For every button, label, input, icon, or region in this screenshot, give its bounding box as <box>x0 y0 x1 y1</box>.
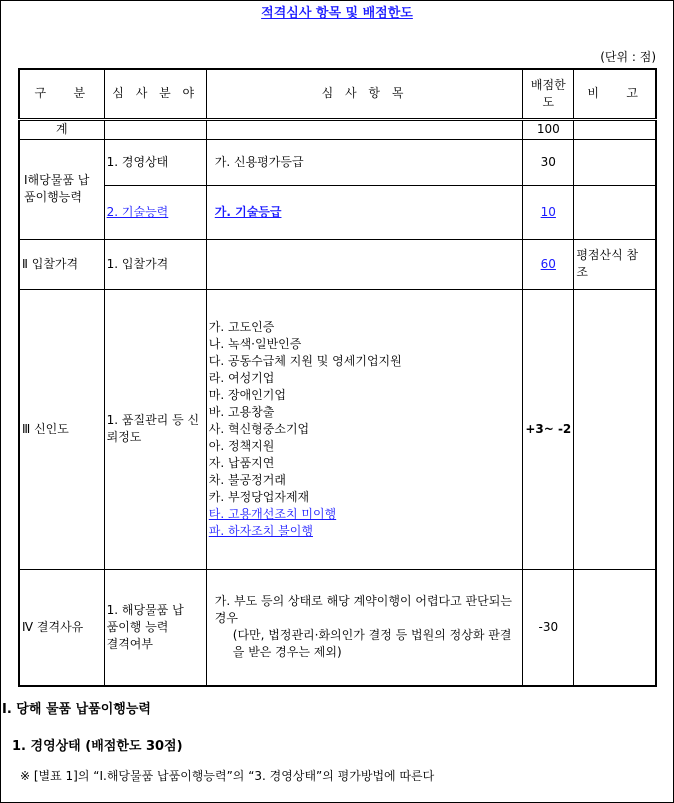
sec3-item: 라. 여성기업 <box>208 370 275 385</box>
sec1-row1-item: 가. 신용평가등급 <box>206 139 522 185</box>
sec4-item-sub: (다만, 법정관리·화의인가 결정 등 법원의 정상화 판결을 받은 경우는 제외) <box>232 628 512 660</box>
header-field: 심 사 분 야 <box>104 69 206 119</box>
total-label: 계 <box>19 119 104 139</box>
unit-label: (단위 : 점) <box>600 50 656 64</box>
sec1-row2-field[interactable]: 2. 기술능력 <box>106 204 169 219</box>
sec3-item: 마. 장애인기업 <box>208 387 286 402</box>
header-gubun: 구 분 <box>19 69 104 119</box>
header-note: 비 고 <box>574 69 656 119</box>
sec3-item: 다. 공동수급체 지원 및 영세기업지원 <box>208 353 402 368</box>
total-score: 100 <box>523 119 574 139</box>
total-row <box>19 119 656 139</box>
sec4-field: 1. 해당물품 납품이행 능력 결격여부 <box>104 569 206 686</box>
evaluation-table <box>18 68 657 687</box>
header-item: 심 사 항 목 <box>206 69 522 119</box>
table-header-row <box>19 69 656 119</box>
sec1-row2-score[interactable]: 10 <box>540 204 556 219</box>
sec3-item-link[interactable]: 파. 하자조치 불이행 <box>208 523 313 538</box>
sec3-item: 자. 납품지연 <box>208 455 275 470</box>
sec1-row2 <box>19 185 656 239</box>
sec2-label: Ⅱ 입찰가격 <box>19 239 104 289</box>
sec4-row <box>19 569 656 686</box>
sec2-field: 1. 입찰가격 <box>104 239 206 289</box>
footer-heading-1: Ⅰ. 당해 물품 납품이행능력 <box>2 702 151 717</box>
footer-heading-2: 1. 경영상태 (배점한도 30점) <box>12 739 183 754</box>
sec3-item: 차. 불공정거래 <box>208 472 286 487</box>
sec3-item: 나. 녹색·일반인증 <box>208 336 302 351</box>
sec3-label: Ⅲ 신인도 <box>19 289 104 569</box>
sec1-label: Ⅰ해당물품 납품이행능력 <box>19 139 104 239</box>
document-title: 적격심사 항목 및 배점한도 <box>261 6 413 21</box>
sec3-item: 아. 정책지원 <box>208 438 275 453</box>
sec1-row2-item[interactable]: 가. 기술등급 <box>214 204 282 219</box>
sec3-item: 가. 고도인증 <box>208 319 275 334</box>
sec3-item: 카. 부정당업자제재 <box>208 489 310 504</box>
sec3-item: 바. 고용창출 <box>208 404 275 419</box>
footer-note: ※ [별표 1]의 “Ⅰ.해당물품 납품이행능력”의 “3. 경영상태”의 평가방법에 따른다 <box>20 769 435 783</box>
sec1-row1 <box>19 139 656 185</box>
sec3-field: 1. 품질관리 등 신뢰정도 <box>104 289 206 569</box>
sec3-item-link[interactable]: 타. 고용개선조치 미이행 <box>208 506 337 521</box>
sec3-row <box>19 289 656 569</box>
sec3-item: 사. 혁신형중소기업 <box>208 421 310 436</box>
sec4-item-main: 가. 부도 등의 상태로 해당 계약이행이 어렵다고 판단되는 경우 <box>214 594 512 626</box>
sec1-row1-score: 30 <box>523 139 574 185</box>
sec4-label: Ⅳ 결격사유 <box>19 569 104 686</box>
sec2-score[interactable]: 60 <box>540 256 556 271</box>
header-score: 배점한도 <box>523 69 574 119</box>
sec1-row1-field: 1. 경영상태 <box>104 139 206 185</box>
sec2-note: 평점산식 참조 <box>574 239 656 289</box>
sec2-row <box>19 239 656 289</box>
sec4-score: -30 <box>523 569 574 686</box>
sec3-score: +3~ -2 <box>523 289 574 569</box>
